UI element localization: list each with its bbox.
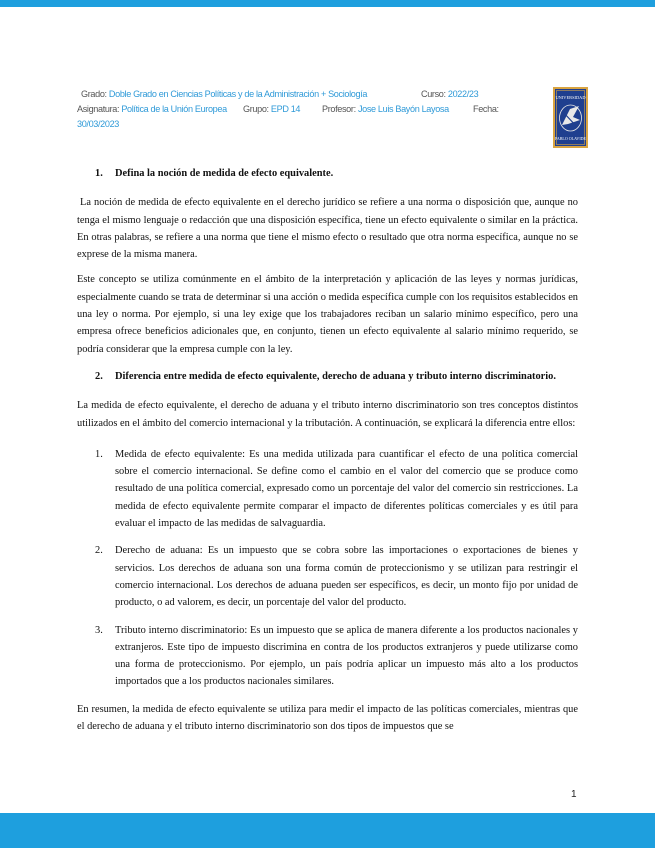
list-item-text: Medida de efecto equivalente: Es una medida utilizada para cuantificar el efecto de una política comercial sobre el comercio internacional. Se define como el cambio en el valor del comercio que se produce como resultado de una política comercial, expresado como un porcentaje del valor del comercio sin restricciones. La medida de efecto equivalente permite comparar el impacto de diferentes políticas comerciales y es útil para evaluar el impacto de las medidas de salvaguardia.	[115, 448, 578, 530]
document-body	[77, 165, 581, 743]
grupo-label: Grupo:	[243, 104, 269, 114]
section-1-number: 1.	[95, 168, 103, 179]
document-header	[77, 87, 537, 132]
fecha-value: 30/03/2023	[77, 119, 120, 129]
header-row-2	[77, 102, 537, 117]
grado-value: Doble Grado en Ciencias Políticas y de la Administración + Sociología	[108, 89, 368, 99]
logo-bottom-text: PABLO OLAVIDE	[554, 136, 587, 141]
header-row-3	[77, 117, 537, 132]
list-item	[77, 622, 578, 691]
list-item	[77, 446, 578, 532]
university-logo	[553, 87, 588, 148]
section-2-heading	[77, 368, 578, 385]
page-number: 1	[571, 789, 577, 800]
grado-label: Grado:	[81, 89, 107, 99]
list-item	[77, 542, 578, 611]
section-2-number: 2.	[95, 370, 103, 382]
bottom-accent-bar	[0, 813, 655, 848]
list-item-number: 1.	[95, 448, 103, 460]
curso-label: Curso:	[421, 89, 446, 99]
section-2-closing: En resumen, la medida de efecto equivalente se utiliza para medir el impacto de las políticas comerciales, mientras que el derecho de aduana y el tributo interno discriminatorio son dos tipos de impuestos que se	[77, 703, 578, 733]
top-accent-bar	[0, 0, 655, 7]
section-1-title: Defina la noción de medida de efecto equivalente.	[115, 168, 334, 179]
curso-value: 2022/23	[447, 89, 479, 99]
list-item-number: 3.	[95, 624, 103, 636]
header-row-1	[77, 87, 537, 102]
section-1-paragraph-2: Este concepto se utiliza comúnmente en el ámbito de la interpretación y aplicación de las leyes y normas jurídicas, especialmente cuando se trata de determinar si una acción o medida específica cumple con los requisitos establecidos en una ley o norma. Por ejemplo, si una ley exige que los trabajadores reciban un salario mínimo específico, pero una empresa ofrece beneficios adicionales que, en conjunto, tienen un efecto equivalente al salario mínimo requerido, se podría considerar que la empresa cumple con la ley.	[77, 274, 578, 355]
list-item-text: Tributo interno discriminatorio: Es un impuesto que se aplica de manera diferente a los productos nacionales y extranjeros. Este tipo de impuesto discrimina en contra de los productos extranjeros y puede utilizarse como una forma de proteccionismo. Por ejemplo, un país podría aplicar un impuesto más alto a los productos importados que a los productos nacionales similares.	[115, 624, 578, 688]
fecha-label: Fecha:	[473, 104, 499, 114]
asignatura-value: Política de la Unión Europea	[121, 104, 227, 114]
asignatura-label: Asignatura:	[77, 104, 120, 114]
list-item-number: 2.	[95, 545, 103, 557]
section-2-title: Diferencia entre medida de efecto equivalente, derecho de aduana y tributo interno discriminatorio.	[115, 370, 556, 382]
list-item-text: Derecho de aduana: Es un impuesto que se cobra sobre las importaciones o exportaciones de bienes y servicios. Los derechos de aduana son una forma común de proteccionismo y se utilizan para restringir el comercio internacional. Los derechos de aduana pueden ser específicos, es decir, un monto fijo por unidad de producto, o ad valorem, es decir, un porcentaje del valor del producto.	[115, 545, 578, 609]
section-1-heading	[77, 165, 578, 182]
logo-top-text: UNIVERSIDAD	[555, 95, 586, 100]
profesor-value: Jose Luis Bayón Layosa	[357, 104, 449, 114]
section-1-paragraph-1: La noción de medida de efecto equivalente en el derecho jurídico se refiere a una norma o disposición que, aunque no tenga el mismo lenguaje o redacción que una disposición específica, tiene un efecto equivalente o similar en la práctica. En otras palabras, se refiere a una norma que tiene el mismo efecto o resultado que otra norma específica, aunque no se exprese de la misma manera.	[77, 197, 581, 261]
section-2-list	[77, 446, 578, 691]
section-2-intro: La medida de efecto equivalente, el derecho de aduana y el tributo interno discriminatorio son tres conceptos distintos utilizados en el ámbito del comercio internacional y la tributación. A continuación, se explicará la diferencia entre ellos:	[77, 400, 578, 429]
grupo-value: EPD 14	[270, 104, 301, 114]
profesor-label: Profesor:	[322, 104, 356, 114]
